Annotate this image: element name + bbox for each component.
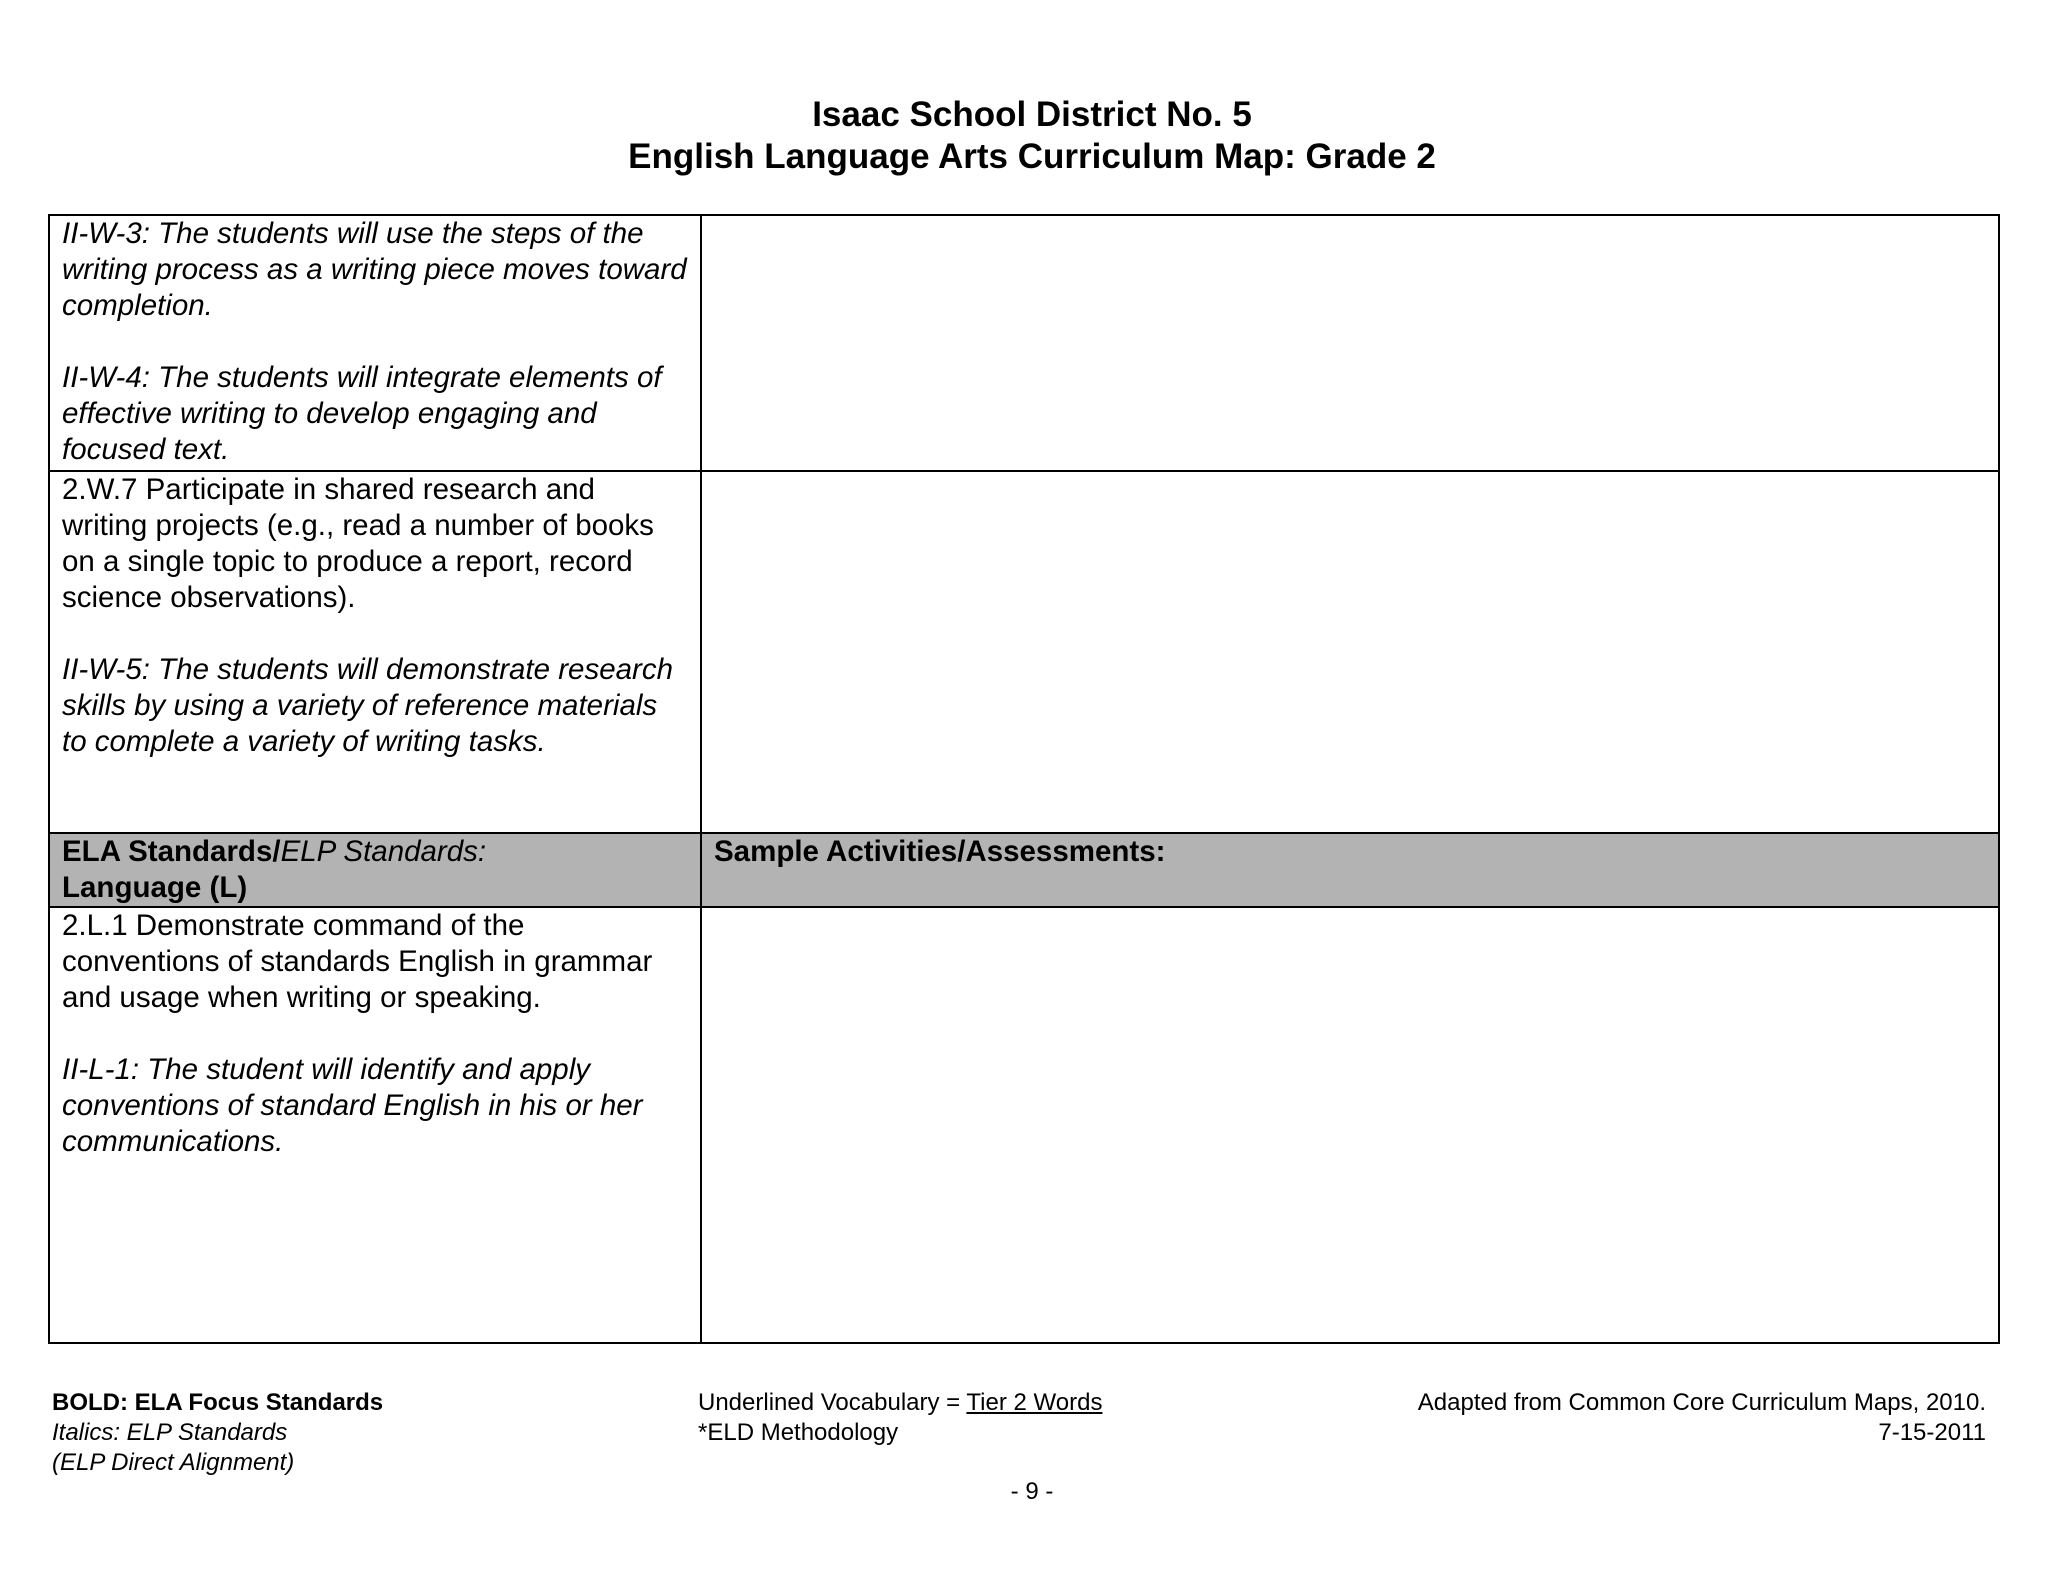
table-row <box>49 471 1999 833</box>
footer-source <box>1418 1388 1986 1448</box>
table-row <box>49 907 1999 1343</box>
standards-cell <box>49 215 701 471</box>
standards-cell <box>49 471 701 833</box>
table-header-row <box>49 833 1999 907</box>
standard-text: 2.L.1 Demonstrate command of the conventions of standards English in grammar and usage when writing or speaking. <box>62 909 653 1014</box>
standard-text: II-W-4: The students will integrate elements of effective writing to develop engaging and focused text. <box>62 361 662 466</box>
curriculum-table <box>48 214 2000 1344</box>
district-title: Isaac School District No. 5 <box>812 95 1252 134</box>
page-number: - 9 - <box>1010 1478 1054 1505</box>
language-label: Language (L) <box>62 871 248 904</box>
elp-alignment-legend: (ELP Direct Alignment) <box>52 1449 295 1476</box>
tier-2-words: Tier 2 Words <box>966 1389 1103 1416</box>
vocabulary-legend: Underlined Vocabulary = <box>698 1389 967 1416</box>
standard-text: II-W-5: The students will demonstrate research skills by using a variety of reference materials to complete a variety of writing tasks. <box>62 653 674 758</box>
standard-text: II-W-3: The students will use the steps of the writing process as a writing piece moves toward completion. <box>62 217 687 322</box>
curriculum-map-title: English Language Arts Curriculum Map: Grade 2 <box>628 137 1436 176</box>
source-note: Adapted from Common Core Curriculum Maps, 2010. <box>1417 1389 1986 1416</box>
table-row <box>49 215 1999 471</box>
activities-cell <box>701 471 1999 833</box>
elp-standards-label: ELP Standards: <box>280 835 487 868</box>
activities-cell <box>701 907 1999 1343</box>
standard-text: II-L-1: The student will identify and apply conventions of standard English in his or her communications. <box>62 1053 643 1158</box>
footer-legend <box>52 1388 383 1478</box>
eld-methodology: *ELD Methodology <box>698 1419 899 1446</box>
standards-cell <box>49 907 701 1343</box>
activities-cell <box>701 215 1999 471</box>
standard-text: 2.W.7 Participate in shared research and writing projects (e.g., read a number of books on a single topic to produce a report, record science observations). <box>62 473 654 614</box>
footer-vocabulary <box>698 1388 1102 1448</box>
bold-legend: BOLD: ELA Focus Standards <box>52 1389 384 1416</box>
page-header <box>0 94 2048 178</box>
sample-activities-header: Sample Activities/Assessments: <box>701 833 1999 907</box>
date: 7-15-2011 <box>1878 1419 1986 1446</box>
ela-standards-label: ELA Standards/ <box>62 835 281 868</box>
ela-standards-header <box>49 833 701 907</box>
italics-legend: Italics: ELP Standards <box>52 1419 288 1446</box>
